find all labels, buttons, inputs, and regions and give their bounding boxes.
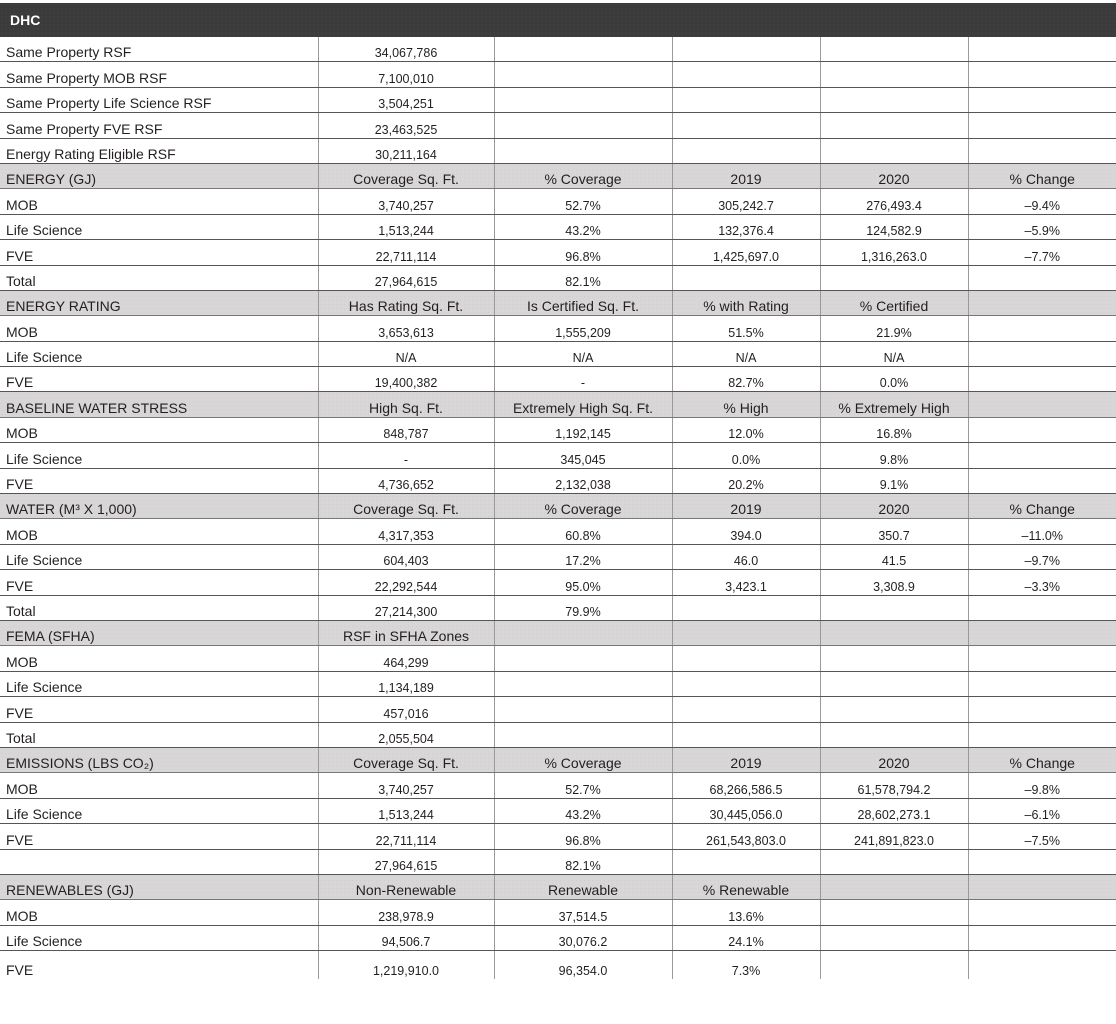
- table-cell: [968, 595, 1116, 620]
- table-cell: 30,211,164: [318, 138, 494, 163]
- table-cell: [494, 697, 672, 722]
- table-row: [0, 519, 1116, 544]
- row-label: Total: [0, 595, 318, 620]
- table-cell: 4,317,353: [318, 519, 494, 544]
- table-cell: 464,299: [318, 646, 494, 671]
- table-cell: 20.2%: [672, 468, 820, 493]
- table-cell: 1,134,189: [318, 671, 494, 696]
- table-cell: 22,711,114: [318, 240, 494, 265]
- table-cell: –6.1%: [968, 798, 1116, 823]
- table-cell: 27,214,300: [318, 595, 494, 620]
- table-cell: 51.5%: [672, 316, 820, 341]
- table-row: [0, 570, 1116, 595]
- column-header: [968, 290, 1116, 315]
- section-header-row: [0, 392, 1116, 417]
- table-cell: [820, 37, 968, 62]
- table-cell: 61,578,794.2: [820, 773, 968, 798]
- table-row: [0, 265, 1116, 290]
- table-cell: 0.0%: [820, 367, 968, 392]
- table-cell: 21.9%: [820, 316, 968, 341]
- table-row: [0, 214, 1116, 239]
- table-cell: 30,076.2: [494, 925, 672, 950]
- table-cell: [820, 671, 968, 696]
- table-cell: 3,308.9: [820, 570, 968, 595]
- column-header: % Extremely High: [820, 392, 968, 417]
- table-cell: 350.7: [820, 519, 968, 544]
- table-row: [0, 900, 1116, 925]
- table-cell: 24.1%: [672, 925, 820, 950]
- table-cell: 3,504,251: [318, 87, 494, 112]
- column-header: Coverage Sq. Ft.: [318, 494, 494, 519]
- table-cell: [494, 113, 672, 138]
- table-cell: [820, 62, 968, 87]
- row-label: Life Science: [0, 214, 318, 239]
- table-cell: –9.4%: [968, 189, 1116, 214]
- table-cell: 132,376.4: [672, 214, 820, 239]
- table-row: [0, 341, 1116, 366]
- section-title: WATER (M³ X 1,000): [0, 494, 318, 519]
- table-row: [0, 697, 1116, 722]
- row-label: Life Science: [0, 798, 318, 823]
- table-cell: 94,506.7: [318, 925, 494, 950]
- table-row: [0, 87, 1116, 112]
- table-cell: 4,736,652: [318, 468, 494, 493]
- column-header: 2019: [672, 163, 820, 188]
- table-cell: 394.0: [672, 519, 820, 544]
- table-cell: [672, 722, 820, 747]
- table-cell: [820, 951, 968, 980]
- table-cell: [494, 671, 672, 696]
- table-cell: –9.8%: [968, 773, 1116, 798]
- table-cell: [494, 37, 672, 62]
- row-label: MOB: [0, 519, 318, 544]
- table-cell: N/A: [494, 341, 672, 366]
- table-cell: 124,582.9: [820, 214, 968, 239]
- table-cell: 1,513,244: [318, 798, 494, 823]
- table-cell: N/A: [820, 341, 968, 366]
- table-cell: 52.7%: [494, 773, 672, 798]
- row-label: Life Science: [0, 671, 318, 696]
- data-table: [0, 37, 1116, 979]
- table-cell: [494, 87, 672, 112]
- table-cell: 2,132,038: [494, 468, 672, 493]
- table-cell: [968, 417, 1116, 442]
- table-cell: 82.7%: [672, 367, 820, 392]
- table-cell: [968, 671, 1116, 696]
- table-row: [0, 240, 1116, 265]
- table-cell: 9.1%: [820, 468, 968, 493]
- table-cell: 68,266,586.5: [672, 773, 820, 798]
- table-cell: 1,316,263.0: [820, 240, 968, 265]
- column-header: % Change: [968, 163, 1116, 188]
- row-label: Life Science: [0, 443, 318, 468]
- table-cell: 241,891,823.0: [820, 824, 968, 849]
- table-cell: 52.7%: [494, 189, 672, 214]
- table-row: [0, 37, 1116, 62]
- table-cell: 12.0%: [672, 417, 820, 442]
- table-cell: N/A: [672, 341, 820, 366]
- table-cell: 3,740,257: [318, 189, 494, 214]
- row-label: FVE: [0, 570, 318, 595]
- table-cell: [672, 671, 820, 696]
- table-cell: 3,653,613: [318, 316, 494, 341]
- table-cell: [672, 37, 820, 62]
- table-cell: 3,740,257: [318, 773, 494, 798]
- table-title: DHC: [0, 3, 1116, 37]
- column-header: % Coverage: [494, 747, 672, 772]
- table-row: [0, 671, 1116, 696]
- table-cell: [672, 138, 820, 163]
- table-row: [0, 417, 1116, 442]
- table-cell: [820, 595, 968, 620]
- table-cell: 46.0: [672, 544, 820, 569]
- table-cell: 27,964,615: [318, 849, 494, 874]
- table-cell: 17.2%: [494, 544, 672, 569]
- column-header: Extremely High Sq. Ft.: [494, 392, 672, 417]
- table-cell: [672, 265, 820, 290]
- table-cell: [968, 849, 1116, 874]
- table-cell: 95.0%: [494, 570, 672, 595]
- row-label: Same Property FVE RSF: [0, 113, 318, 138]
- table-cell: 82.1%: [494, 849, 672, 874]
- table-cell: 16.8%: [820, 417, 968, 442]
- table-cell: [672, 595, 820, 620]
- table-cell: [968, 697, 1116, 722]
- section-header-row: [0, 494, 1116, 519]
- table-cell: 13.6%: [672, 900, 820, 925]
- table-cell: 43.2%: [494, 798, 672, 823]
- column-header: % High: [672, 392, 820, 417]
- table-cell: [968, 367, 1116, 392]
- row-label: Same Property RSF: [0, 37, 318, 62]
- column-header: Renewable: [494, 874, 672, 899]
- row-label: FVE: [0, 468, 318, 493]
- table-row: [0, 113, 1116, 138]
- table-cell: [968, 113, 1116, 138]
- row-label: Life Science: [0, 544, 318, 569]
- table-cell: [968, 62, 1116, 87]
- table-cell: [820, 849, 968, 874]
- column-header: % Certified: [820, 290, 968, 315]
- table-row: [0, 443, 1116, 468]
- row-label: MOB: [0, 773, 318, 798]
- table-cell: [968, 722, 1116, 747]
- table-cell: 604,403: [318, 544, 494, 569]
- table-cell: –9.7%: [968, 544, 1116, 569]
- table-cell: 3,423.1: [672, 570, 820, 595]
- table-cell: [820, 722, 968, 747]
- table-cell: –7.7%: [968, 240, 1116, 265]
- row-label: Total: [0, 722, 318, 747]
- column-header: [820, 874, 968, 899]
- table-cell: N/A: [318, 341, 494, 366]
- column-header: RSF in SFHA Zones: [318, 620, 494, 645]
- table-cell: 1,192,145: [494, 417, 672, 442]
- column-header: [968, 392, 1116, 417]
- column-header: 2019: [672, 494, 820, 519]
- table-row: [0, 824, 1116, 849]
- row-label: FVE: [0, 240, 318, 265]
- table-cell: 238,978.9: [318, 900, 494, 925]
- table-cell: 82.1%: [494, 265, 672, 290]
- table-cell: [672, 87, 820, 112]
- table-cell: 96.8%: [494, 824, 672, 849]
- table-cell: 276,493.4: [820, 189, 968, 214]
- row-label: FVE: [0, 367, 318, 392]
- table-cell: [968, 37, 1116, 62]
- column-header: 2020: [820, 747, 968, 772]
- row-label: Life Science: [0, 925, 318, 950]
- section-title: ENERGY (GJ): [0, 163, 318, 188]
- table-row: [0, 468, 1116, 493]
- table-cell: -: [494, 367, 672, 392]
- column-header: Non-Renewable: [318, 874, 494, 899]
- column-header: [672, 620, 820, 645]
- table-row: [0, 138, 1116, 163]
- table-cell: [820, 925, 968, 950]
- table-row: [0, 722, 1116, 747]
- column-header: Has Rating Sq. Ft.: [318, 290, 494, 315]
- row-label: MOB: [0, 417, 318, 442]
- section-title: EMISSIONS (LBS CO₂): [0, 747, 318, 772]
- table-cell: 7,100,010: [318, 62, 494, 87]
- table-cell: [820, 697, 968, 722]
- section-title: BASELINE WATER STRESS: [0, 392, 318, 417]
- section-header-row: [0, 874, 1116, 899]
- section-title: ENERGY RATING: [0, 290, 318, 315]
- section-header-row: [0, 620, 1116, 645]
- table-cell: [672, 62, 820, 87]
- table-cell: [672, 646, 820, 671]
- section-title: RENEWABLES (GJ): [0, 874, 318, 899]
- table-cell: 79.9%: [494, 595, 672, 620]
- table-cell: [968, 646, 1116, 671]
- row-label: MOB: [0, 316, 318, 341]
- column-header: % Renewable: [672, 874, 820, 899]
- table-cell: 37,514.5: [494, 900, 672, 925]
- table-cell: [968, 138, 1116, 163]
- table-cell: 19,400,382: [318, 367, 494, 392]
- table-cell: 0.0%: [672, 443, 820, 468]
- row-label: Same Property MOB RSF: [0, 62, 318, 87]
- table-cell: 305,242.7: [672, 189, 820, 214]
- table-cell: 261,543,803.0: [672, 824, 820, 849]
- section-title: FEMA (SFHA): [0, 620, 318, 645]
- table-cell: 1,555,209: [494, 316, 672, 341]
- table-cell: 34,067,786: [318, 37, 494, 62]
- table-row: [0, 798, 1116, 823]
- table-row: [0, 849, 1116, 874]
- table-cell: [968, 900, 1116, 925]
- row-label: FVE: [0, 824, 318, 849]
- column-header: [494, 620, 672, 645]
- table-cell: [820, 113, 968, 138]
- column-header: 2019: [672, 747, 820, 772]
- table-cell: –3.3%: [968, 570, 1116, 595]
- column-header: Is Certified Sq. Ft.: [494, 290, 672, 315]
- table-cell: 1,219,910.0: [318, 951, 494, 980]
- column-header: 2020: [820, 163, 968, 188]
- table-cell: 2,055,504: [318, 722, 494, 747]
- table-cell: [968, 443, 1116, 468]
- section-header-row: [0, 290, 1116, 315]
- row-label: Life Science: [0, 341, 318, 366]
- table-cell: 7.3%: [672, 951, 820, 980]
- column-header: [820, 620, 968, 645]
- table-cell: [820, 265, 968, 290]
- table-cell: [968, 951, 1116, 980]
- table-cell: [672, 697, 820, 722]
- table-cell: 60.8%: [494, 519, 672, 544]
- table-cell: –11.0%: [968, 519, 1116, 544]
- table-cell: [494, 138, 672, 163]
- table-cell: -: [318, 443, 494, 468]
- column-header: 2020: [820, 494, 968, 519]
- row-label: FVE: [6, 962, 34, 979]
- table-cell: [494, 62, 672, 87]
- table-cell: 96,354.0: [494, 951, 672, 980]
- table-cell: 30,445,056.0: [672, 798, 820, 823]
- table-body: [0, 37, 1116, 979]
- table-cell: 1,425,697.0: [672, 240, 820, 265]
- column-header: [968, 874, 1116, 899]
- table-row: [0, 367, 1116, 392]
- row-label: Total: [0, 265, 318, 290]
- table-cell: 1,513,244: [318, 214, 494, 239]
- section-header-row: [0, 163, 1116, 188]
- table-cell: 22,711,114: [318, 824, 494, 849]
- table-row: [0, 646, 1116, 671]
- table-cell: [494, 646, 672, 671]
- row-label: FVE: [0, 697, 318, 722]
- column-header: High Sq. Ft.: [318, 392, 494, 417]
- table-cell: 457,016: [318, 697, 494, 722]
- row-label: [0, 849, 318, 874]
- table-cell: [672, 113, 820, 138]
- table-row: [0, 189, 1116, 214]
- table-row: [0, 316, 1116, 341]
- column-header: [968, 620, 1116, 645]
- column-header: Coverage Sq. Ft.: [318, 747, 494, 772]
- table-cell: [968, 341, 1116, 366]
- table-cell: 41.5: [820, 544, 968, 569]
- table-row: [0, 951, 1116, 980]
- table-cell: [820, 138, 968, 163]
- row-label: MOB: [0, 900, 318, 925]
- column-header: % with Rating: [672, 290, 820, 315]
- table-cell: [968, 925, 1116, 950]
- table-row: [0, 925, 1116, 950]
- table-cell: 43.2%: [494, 214, 672, 239]
- table-cell: [494, 722, 672, 747]
- table-cell: –7.5%: [968, 824, 1116, 849]
- column-header: % Coverage: [494, 163, 672, 188]
- table-cell: [820, 646, 968, 671]
- table-cell: 23,463,525: [318, 113, 494, 138]
- row-label: Same Property Life Science RSF: [0, 87, 318, 112]
- table-cell: [968, 468, 1116, 493]
- table-cell: 9.8%: [820, 443, 968, 468]
- table-cell: 96.8%: [494, 240, 672, 265]
- row-label: MOB: [0, 189, 318, 214]
- column-header: % Change: [968, 747, 1116, 772]
- table-cell: –5.9%: [968, 214, 1116, 239]
- table-cell: 848,787: [318, 417, 494, 442]
- table-cell: [968, 87, 1116, 112]
- table-cell: [672, 849, 820, 874]
- table-row: [0, 773, 1116, 798]
- table-cell: [968, 265, 1116, 290]
- table-cell: [820, 87, 968, 112]
- table-cell: 27,964,615: [318, 265, 494, 290]
- table-row: [0, 62, 1116, 87]
- table-cell: [968, 316, 1116, 341]
- table-cell: [820, 900, 968, 925]
- column-header: % Change: [968, 494, 1116, 519]
- table-row: [0, 595, 1116, 620]
- table-cell: 22,292,544: [318, 570, 494, 595]
- table-row: [0, 544, 1116, 569]
- row-label: MOB: [0, 646, 318, 671]
- row-label: Energy Rating Eligible RSF: [0, 138, 318, 163]
- dhc-table-container: [0, 3, 1116, 979]
- column-header: Coverage Sq. Ft.: [318, 163, 494, 188]
- table-cell: 28,602,273.1: [820, 798, 968, 823]
- section-header-row: [0, 747, 1116, 772]
- column-header: % Coverage: [494, 494, 672, 519]
- table-cell: 345,045: [494, 443, 672, 468]
